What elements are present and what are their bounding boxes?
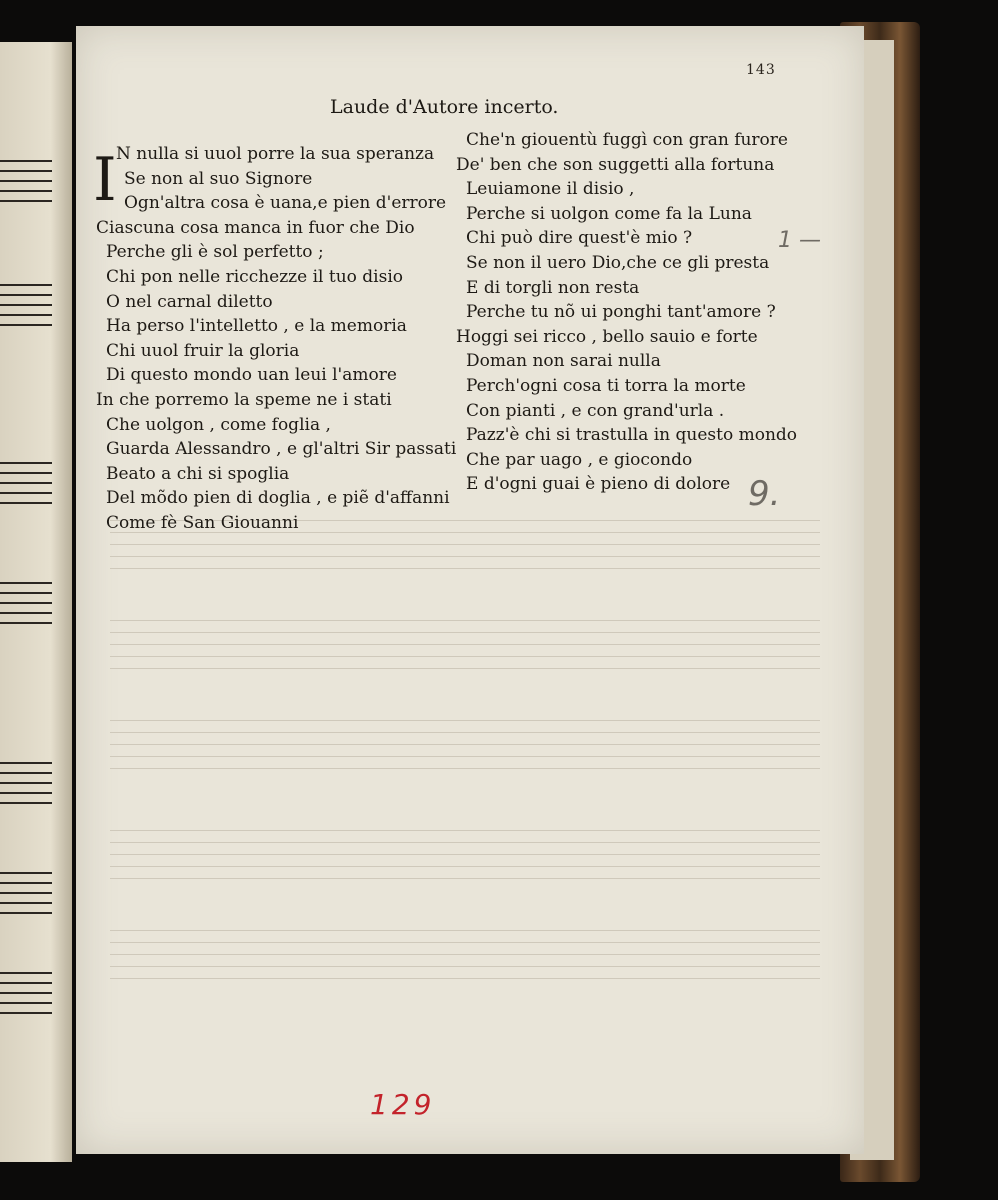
music-staff	[0, 284, 52, 334]
verse-line: Se non il uero Dio,che ce gli presta	[466, 252, 770, 273]
drop-capital: I	[93, 145, 117, 215]
folio-number: 143	[746, 62, 776, 78]
verse-line: Di questo mondo uan leui l'amore	[106, 365, 397, 386]
pencil-page-mark: 9.	[748, 474, 781, 514]
verse-line: Doman non sarai nulla	[466, 351, 661, 372]
verse-line: Come fè San Giouanni	[106, 512, 299, 533]
verse-line: Chi uuol fruir la gloria	[106, 340, 300, 361]
music-staff	[0, 462, 52, 512]
verse-line: Ha perso l'intelletto , e la memoria	[106, 316, 407, 337]
verse-line: Chi può dire quest'è mio ?	[466, 228, 693, 249]
verse-line: Leuiamone il disio ,	[466, 179, 635, 200]
verse-line: Del mõdo pien di doglia , e piẽ d'affanni	[106, 488, 450, 509]
verse-line: Che'n giouentù fuggì con gran furore	[466, 130, 788, 150]
show-through-staff	[110, 830, 820, 890]
verse-line: Che par uago , e giocondo	[466, 449, 693, 470]
verse-line: Chi pon nelle ricchezze il tuo disio	[106, 266, 404, 287]
verse-line: Beato a chi si spoglia	[106, 463, 290, 484]
verse-line: E di torgli non resta	[466, 277, 640, 298]
verse-line: Se non al suo Signore	[124, 168, 313, 189]
show-through-staff	[110, 930, 820, 990]
verse-line: In che porremo la speme ne i stati	[96, 389, 392, 410]
verse-line: O nel carnal diletto	[106, 291, 273, 312]
verse-line: Perche gli è sol perfetto ;	[106, 242, 324, 263]
pencil-margin-note: 1 —	[778, 228, 821, 253]
verse-line: Pazz'è chi si trastulla in questo mondo	[466, 425, 798, 446]
verse-line: E d'ogni guai è pieno di dolore	[466, 474, 731, 495]
poem-column-left	[96, 142, 456, 536]
verse-line: Con pianti , e con grand'urla .	[466, 400, 725, 421]
music-staff	[0, 872, 52, 922]
red-ink-number: 129	[370, 1088, 436, 1121]
verse-line: Perche tu nõ ui ponghi tant'amore ?	[466, 302, 776, 323]
music-staff	[0, 160, 52, 210]
verse-line: Che uolgon , come foglia ,	[106, 414, 331, 435]
show-through-staff	[110, 720, 820, 780]
verse-line: Perche si uolgon come fa la Luna	[466, 203, 752, 224]
music-staff	[0, 582, 52, 632]
verse-line: Hoggi sei ricco , bello sauio e forte	[456, 326, 758, 347]
verse-line: Ciascuna cosa manca in fuor che Dio	[96, 217, 415, 238]
verse-line: Ogn'altra cosa è uana,e pien d'errore	[124, 193, 447, 214]
music-staff	[0, 762, 52, 812]
verse-line: Perch'ogni cosa ti torra la morte	[466, 375, 746, 396]
music-staff	[0, 972, 52, 1022]
facing-page-fragment	[0, 42, 72, 1162]
verse-line: Guarda Alessandro , e gl'altri Sir passati	[106, 439, 457, 460]
page-title: Laude d'Autore incerto.	[330, 96, 559, 118]
show-through-staff	[110, 620, 820, 680]
verse-line: N nulla si uuol porre la sua speranza	[116, 144, 435, 164]
poem-column-right	[456, 128, 797, 497]
verse-line: De' ben che son suggetti alla fortuna	[456, 154, 775, 175]
